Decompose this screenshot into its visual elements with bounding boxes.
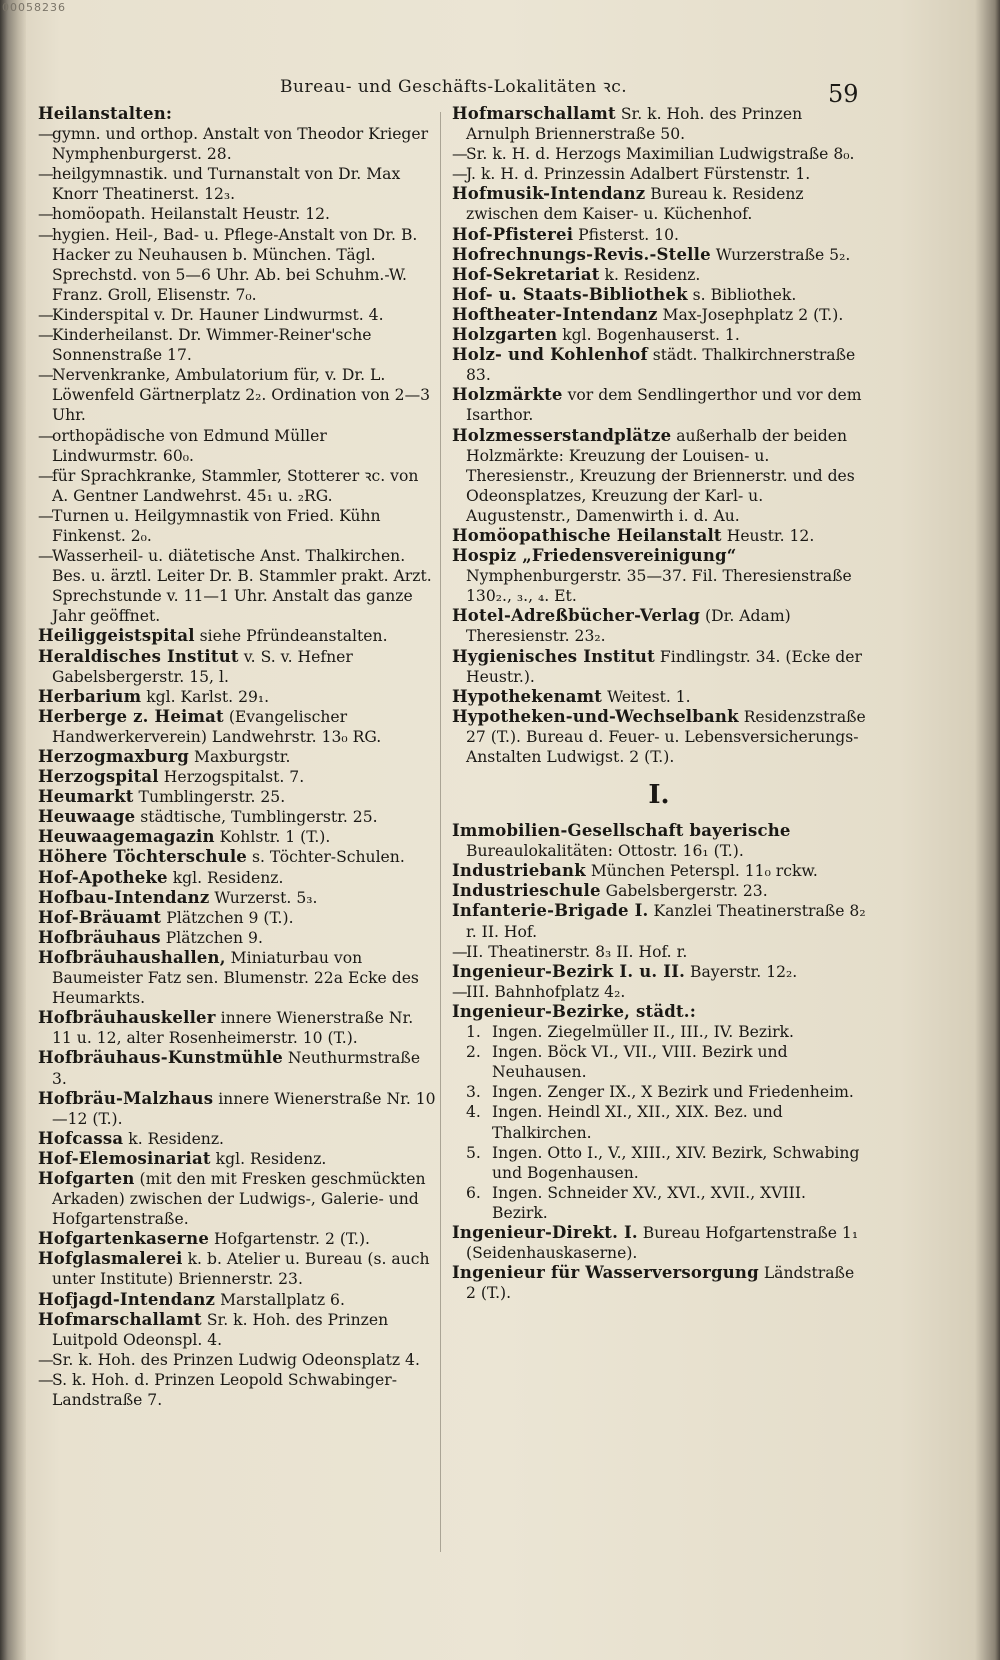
entry-heading: Hofglasmalerei: [38, 1249, 183, 1269]
entry-text: v. S. v. Hefner Gabelsbergerstr. 15, l.: [52, 647, 353, 686]
directory-entry: [38, 707, 436, 747]
entry-text: Wurzerstraße 5₂.: [710, 245, 851, 264]
directory-entry: [452, 285, 866, 305]
entry-text: Plätzchen 9 (T.).: [161, 908, 294, 927]
left-column: [38, 104, 436, 1410]
numbered-entry-text: Ingen. Schneider XV., XVI., XVII., XVIII. Bezirk.: [492, 1183, 806, 1222]
sub-entry-text: für Sprachkranke, Stammler, Stotterer ꝛc. von A. Gentner Landwehrst. 45₁ u. ₂RG.: [52, 466, 419, 505]
directory-entry: [452, 526, 866, 546]
numbered-entry: [452, 1143, 866, 1183]
directory-entry: [452, 647, 866, 687]
directory-entry: [38, 687, 436, 707]
entry-text: Nymphenburgerstr. 35—37. Fil. Theresienstraße 130₂., ₃., ₄. Et.: [466, 567, 852, 606]
entry-heading: Hospiz „Friedensvereinigung“: [452, 546, 737, 566]
entry-heading: Heumarkt: [38, 787, 134, 807]
entry-heading: Ingenieur-Bezirke, städt.:: [452, 1001, 697, 1021]
entry-text: Marstallplatz 6.: [215, 1290, 345, 1309]
directory-entry: [452, 901, 866, 941]
directory-entry: [452, 265, 866, 285]
numbered-entry: [452, 1042, 866, 1082]
directory-entry: [452, 325, 866, 345]
sub-entry: [38, 124, 436, 164]
sub-entry: [38, 506, 436, 546]
entry-heading: Heuwaage: [38, 807, 136, 827]
column-divider: [440, 112, 441, 1552]
dash-mark: —: [38, 165, 54, 184]
directory-entry: [452, 881, 866, 901]
entry-text: Plätzchen 9.: [160, 928, 263, 947]
entry-heading: Hofcassa: [38, 1128, 124, 1148]
directory-entry: [452, 546, 866, 606]
numbered-entry-text: Ingen. Heindl XI., XII., XIX. Bez. und Thalkirchen.: [492, 1103, 783, 1142]
entry-text: Sr. k. Hoh. des Prinzen Arnulph Briennerstraße 50.: [466, 105, 803, 144]
directory-entry: [38, 827, 436, 847]
sub-entry-text: Turnen u. Heilgymnastik von Fried. Kühn Finkenst. 2₀.: [52, 506, 381, 545]
sub-entry-text: Nervenkranke, Ambulatorium für, v. Dr. L. Löwenfeld Gärtnerplatz 2₂. Ordination von 2—3 Uhr.: [52, 366, 431, 425]
entry-text: Ländstraße 2 (T.).: [466, 1264, 855, 1303]
sub-entry: [452, 982, 866, 1002]
sub-entry-text: orthopädische von Edmund Müller Lindwurmstr. 60₀.: [52, 426, 327, 465]
sub-entry: [38, 1370, 436, 1410]
entry-text: Tumblingerstr. 25.: [133, 788, 286, 807]
sub-entry-text: Sr. k. H. d. Herzogs Maximilian Ludwigstraße 8₀.: [466, 145, 855, 164]
entry-text: außerhalb der beiden Holzmärkte: Kreuzung der Louisen- u. Theresienstr., Kreuzung der Briennerstr. und des Odeonsplatzes, Kreuzung der Karl- u. Augustenstr., Damenwirth i. d. Au.: [466, 426, 855, 525]
directory-entry: [38, 767, 436, 787]
entry-number: 4.: [466, 1103, 481, 1122]
entry-heading: Heilanstalten:: [38, 104, 173, 123]
dash-mark: —: [452, 982, 468, 1001]
sub-entry: [452, 144, 866, 164]
entry-heading: Hofbräuhaus-Kunstmühle: [38, 1048, 283, 1068]
directory-entry: [452, 821, 866, 861]
entry-heading: Herzogmaxburg: [38, 747, 190, 766]
dash-mark: —: [452, 942, 468, 961]
entry-heading: Infanterie-Brigade I.: [452, 901, 649, 921]
entry-heading: Hof-Pfisterei: [452, 224, 574, 244]
sub-entry-text: Kinderspital v. Dr. Hauner Lindwurmst. 4.: [52, 305, 384, 324]
entry-text: Kanzlei Theatinerstraße 8₂ r. II. Hof.: [466, 902, 866, 941]
directory-entry: [452, 426, 866, 526]
directory-entry: [452, 345, 866, 385]
entry-text: Max-Josephplatz 2 (T.).: [657, 305, 844, 324]
sub-entry: [38, 325, 436, 365]
dash-mark: —: [38, 466, 54, 485]
page-number: 59: [828, 80, 859, 108]
directory-entry: [38, 1290, 436, 1310]
entry-text: Maxburgstr.: [189, 748, 291, 766]
directory-entry: [38, 948, 436, 1008]
entry-text: k. Residenz.: [599, 265, 701, 284]
dash-mark: —: [38, 305, 54, 324]
entry-heading: Ingenieur-Direkt. I.: [452, 1222, 638, 1242]
numbered-entry-text: Ingen. Ziegelmüller II., III., IV. Bezirk.: [492, 1023, 794, 1042]
entry-heading: Ingenieur für Wasserversorgung: [452, 1263, 759, 1283]
directory-entry: [452, 606, 866, 646]
entry-text: kgl. Karlst. 29₁.: [141, 687, 270, 706]
directory-entry: [38, 747, 436, 767]
numbered-entry-text: Ingen. Böck VI., VII., VIII. Bezirk und Neuhausen.: [492, 1043, 788, 1082]
directory-entry: [38, 928, 436, 948]
directory-entry: [452, 305, 866, 325]
sub-entry: [38, 365, 436, 425]
entry-heading: Hofbräuhaus: [38, 927, 161, 947]
numbered-entry: [452, 1022, 866, 1042]
entry-heading: Holz- und Kohlenhof: [452, 345, 648, 365]
entry-heading: Holzgarten: [452, 325, 558, 345]
directory-entry: [38, 787, 436, 807]
entry-number: 5.: [466, 1143, 481, 1162]
entry-text: kgl. Bogenhauserst. 1.: [557, 326, 740, 345]
entry-text: Neuthurmstraße 3.: [52, 1049, 421, 1088]
entry-heading: Hofrechnungs-Revis.-Stelle: [452, 244, 711, 264]
directory-entry: [452, 1002, 866, 1022]
entry-text: (mit den mit Fresken geschmückten Arkaden) zwischen der Ludwigs-, Galerie- und Hofgartenstraße.: [52, 1169, 426, 1229]
entry-heading: Hypotheken-und-Wechselbank: [452, 706, 739, 726]
directory-entry: [38, 1048, 436, 1088]
directory-entry: [452, 245, 866, 265]
sub-entry-text: II. Theatinerstr. 8₃ II. Hof. r.: [466, 942, 688, 961]
entry-text: Bureaulokalitäten: Ottostr. 16₁ (T.).: [466, 842, 744, 861]
scan-id: 00058236: [2, 1, 66, 14]
entry-text: städt. Thalkirchnerstraße 83.: [466, 346, 856, 385]
directory-entry: [38, 1169, 436, 1229]
entry-heading: Homöopathische Heilanstalt: [452, 525, 722, 545]
directory-entry: [452, 104, 866, 144]
sub-entry: [38, 426, 436, 466]
entry-heading: Hoftheater-Intendanz: [452, 304, 658, 324]
entry-text: Pfisterst. 10.: [573, 225, 679, 244]
directory-entry: [452, 687, 866, 707]
entry-text: kgl. Residenz.: [167, 868, 284, 887]
sub-entry: [452, 164, 866, 184]
directory-entry: [38, 1229, 436, 1249]
entry-heading: Holzmärkte: [452, 385, 563, 405]
entry-text: Herzogspitalst. 7.: [158, 768, 305, 787]
entry-heading: Hofbräu-Malzhaus: [38, 1088, 214, 1108]
entry-heading: Holzmesserstandplätze: [452, 425, 672, 445]
sub-entry-text: Sr. k. Hoh. des Prinzen Ludwig Odeonsplatz 4.: [52, 1350, 420, 1369]
directory-entry: [38, 1008, 436, 1048]
entry-text: Miniaturbau von Baumeister Fatz sen. Blumenstr. 22a Ecke des Heumarkts.: [52, 948, 419, 1008]
sub-entry-text: J. k. H. d. Prinzessin Adalbert Fürstenstr. 1.: [466, 165, 811, 184]
numbered-entry-text: Ingen. Zenger IX., X Bezirk und Friedenheim.: [492, 1083, 854, 1102]
entry-number: 2.: [466, 1043, 481, 1062]
entry-text: s. Bibliothek.: [687, 285, 797, 304]
sub-entry-text: homöopath. Heilanstalt Heustr. 12.: [52, 205, 331, 224]
entry-heading: Hofbräuhauskeller: [38, 1008, 216, 1028]
dash-mark: —: [38, 326, 54, 345]
entry-text: Weitest. 1.: [602, 687, 691, 706]
dash-mark: —: [38, 125, 54, 144]
dash-mark: —: [38, 426, 54, 445]
sub-entry: [38, 546, 436, 626]
entry-text: Bureau Hofgartenstraße 1₁ (Seidenhauskaserne).: [466, 1223, 859, 1263]
directory-entry: [38, 908, 436, 928]
entry-text: Sr. k. Hoh. des Prinzen Luitpold Odeonspl. 4.: [52, 1310, 389, 1349]
entry-heading: Heraldisches Institut: [38, 646, 239, 666]
binding-gutter: [0, 0, 26, 1660]
entry-number: 1.: [466, 1023, 481, 1042]
entry-number: 3.: [466, 1083, 481, 1102]
sub-entry-text: hygien. Heil-, Bad- u. Pflege-Anstalt von Dr. B. Hacker zu Neuhausen b. München. Tägl. Sprechstd. von 5—6 Uhr. Ab. bei Schuhm.-W. Franz. Groll, Elisenstr. 7₀.: [52, 225, 418, 304]
entry-text: s. Töchter-Schulen.: [247, 848, 405, 867]
entry-heading: Heuwaagemagazin: [38, 827, 215, 847]
entry-heading: Hofmarschallamt: [452, 104, 616, 123]
entry-text: Hofgartenstr. 2 (T.).: [209, 1230, 371, 1249]
directory-entry: [452, 184, 866, 224]
sub-entry: [38, 305, 436, 325]
entry-heading: Industrieschule: [452, 881, 601, 901]
dash-mark: —: [452, 145, 468, 164]
dash-mark: —: [38, 547, 54, 566]
entry-text: Residenzstraße 27 (T.). Bureau d. Feuer- u. Lebensversicherungs-Anstalten Ludwigst. 2 (T.).: [466, 707, 866, 766]
directory-entry: [38, 847, 436, 867]
entry-heading: Immobilien-Gesellschaft bayerische: [452, 821, 791, 841]
section-letter: I.: [648, 780, 670, 811]
entry-heading: Hofjagd-Intendanz: [38, 1289, 216, 1309]
dash-mark: —: [38, 1370, 54, 1389]
entry-heading: Industriebank: [452, 861, 586, 881]
directory-entry: [38, 626, 436, 646]
entry-text: Bureau k. Residenz zwischen dem Kaiser- u. Küchenhof.: [466, 185, 804, 224]
entry-heading: Hof-Bräuamt: [38, 907, 162, 927]
sub-entry: [452, 942, 866, 962]
entry-heading: Hofmarschallamt: [38, 1309, 202, 1329]
entry-heading: Hofmusik-Intendanz: [452, 184, 646, 204]
directory-entry: [38, 1149, 436, 1169]
sub-entry-text: heilgymnastik. und Turnanstalt von Dr. Max Knorr Theatinerst. 12₃.: [52, 165, 401, 204]
entry-text: Bayerstr. 12₂.: [685, 962, 798, 981]
entry-heading: Höhere Töchterschule: [38, 847, 248, 867]
entry-text: Heustr. 12.: [721, 526, 815, 545]
directory-entry: [38, 1129, 436, 1149]
entry-text: (Dr. Adam) Theresienstr. 23₂.: [466, 607, 791, 646]
sub-entry-text: Wasserheil- u. diätetische Anst. Thalkirchen. Bes. u. ärztl. Leiter Dr. B. Stammler prakt. Arzt. Sprechstunde v. 11—1 Uhr. Anstalt das ganze Jahr geöffnet.: [52, 547, 432, 626]
entry-heading: Herberge z. Heimat: [38, 706, 224, 726]
entry-text: innere Wienerstraße Nr. 11 u. 12, alter Rosenheimerstr. 10 (T.).: [52, 1009, 414, 1048]
entry-text: Wurzerst. 5₃.: [209, 888, 318, 907]
entry-text: innere Wienerstraße Nr. 10—12 (T.).: [52, 1089, 436, 1128]
dash-mark: —: [38, 205, 54, 224]
numbered-entry: [452, 1102, 866, 1142]
directory-entry: [38, 888, 436, 908]
entry-text: k. Residenz.: [123, 1129, 225, 1148]
sub-entry: [38, 164, 436, 204]
sub-entry-text: gymn. und orthop. Anstalt von Theodor Krieger Nymphenburgerst. 28.: [52, 125, 429, 164]
numbered-entry: [452, 1082, 866, 1102]
entry-heading: Hofbau-Intendanz: [38, 887, 210, 907]
entry-heading: Hof-Sekretariat: [452, 264, 600, 284]
entry-heading: Heiliggeistspital: [38, 626, 195, 646]
entry-heading: Hof-Elemosinariat: [38, 1148, 211, 1168]
dash-mark: —: [38, 225, 54, 244]
entry-text: siehe Pfründeanstalten.: [194, 627, 388, 646]
sub-entry: [38, 466, 436, 506]
sub-entry: [38, 1350, 436, 1370]
entry-text: (Evangelischer Handwerkerverein) Landwehrstr. 13₀ RG.: [52, 707, 382, 746]
directory-entry: [452, 385, 866, 425]
directory-entry: [452, 1223, 866, 1263]
sub-entry: [38, 225, 436, 305]
entry-heading: Hofgartenkaserne: [38, 1229, 210, 1249]
numbered-entry: [452, 1183, 866, 1223]
entry-heading: Hof- u. Staats-Bibliothek: [452, 284, 688, 304]
entry-text: städtische, Tumblingerstr. 25.: [135, 808, 378, 827]
directory-entry: [38, 647, 436, 687]
entry-heading: Ingenieur-Bezirk I. u. II.: [452, 961, 686, 981]
directory-entry: [38, 807, 436, 827]
right-column: [452, 104, 866, 1303]
directory-entry: [38, 1249, 436, 1289]
dash-mark: —: [452, 165, 468, 184]
entry-heading: Herbarium: [38, 686, 142, 706]
entry-text: Kohlstr. 1 (T.).: [214, 828, 331, 847]
directory-entry: [452, 861, 866, 881]
directory-entry: [38, 1089, 436, 1129]
entry-text: Gabelsbergerstr. 23.: [600, 882, 768, 901]
entry-heading: Hygienisches Institut: [452, 646, 655, 666]
numbered-entry-text: Ingen. Otto I., V., XIII., XIV. Bezirk, Schwabing und Bogenhausen.: [492, 1143, 860, 1182]
directory-entry: [38, 868, 436, 888]
directory-entry: [452, 707, 866, 767]
sub-entry-text: Kinderheilanst. Dr. Wimmer-Reiner'sche Sonnenstraße 17.: [52, 326, 372, 365]
directory-entry: [452, 1263, 866, 1303]
entry-heading: Hofgarten: [38, 1168, 135, 1188]
sub-entry: [38, 204, 436, 224]
directory-entry: [452, 225, 866, 245]
entry-heading: Hofbräuhaushallen,: [38, 947, 226, 967]
entry-number: 6.: [466, 1183, 481, 1202]
directory-entry: [452, 962, 866, 982]
dash-mark: —: [38, 506, 54, 525]
entry-text: Findlingstr. 34. (Ecke der Heustr.).: [466, 647, 862, 686]
entry-text: kgl. Residenz.: [210, 1149, 327, 1168]
entry-text: vor dem Sendlingerthor und vor dem Isarthor.: [466, 386, 862, 425]
dash-mark: —: [38, 1350, 54, 1369]
entry-heading: Hof-Apotheke: [38, 867, 168, 887]
dash-mark: —: [38, 366, 54, 385]
running-title: Bureau- und Geschäfts-Lokalitäten ꝛc.: [280, 77, 628, 97]
sub-entry-text: S. k. Hoh. d. Prinzen Leopold Schwabinger-Landstraße 7.: [52, 1370, 397, 1409]
entry-heading: Hotel-Adreßbücher-Verlag: [452, 606, 701, 626]
entry-text: k. b. Atelier u. Bureau (s. auch unter Institute) Briennerstr. 23.: [52, 1250, 430, 1289]
entry-heading: Herzogspital: [38, 767, 159, 787]
directory-entry: [38, 1310, 436, 1350]
sub-entry-text: III. Bahnhofplatz 4₂.: [466, 982, 626, 1001]
entry-text: München Peterspl. 11₀ rckw.: [585, 862, 818, 881]
directory-entry: [38, 104, 436, 124]
entry-heading: Hypothekenamt: [452, 686, 603, 706]
